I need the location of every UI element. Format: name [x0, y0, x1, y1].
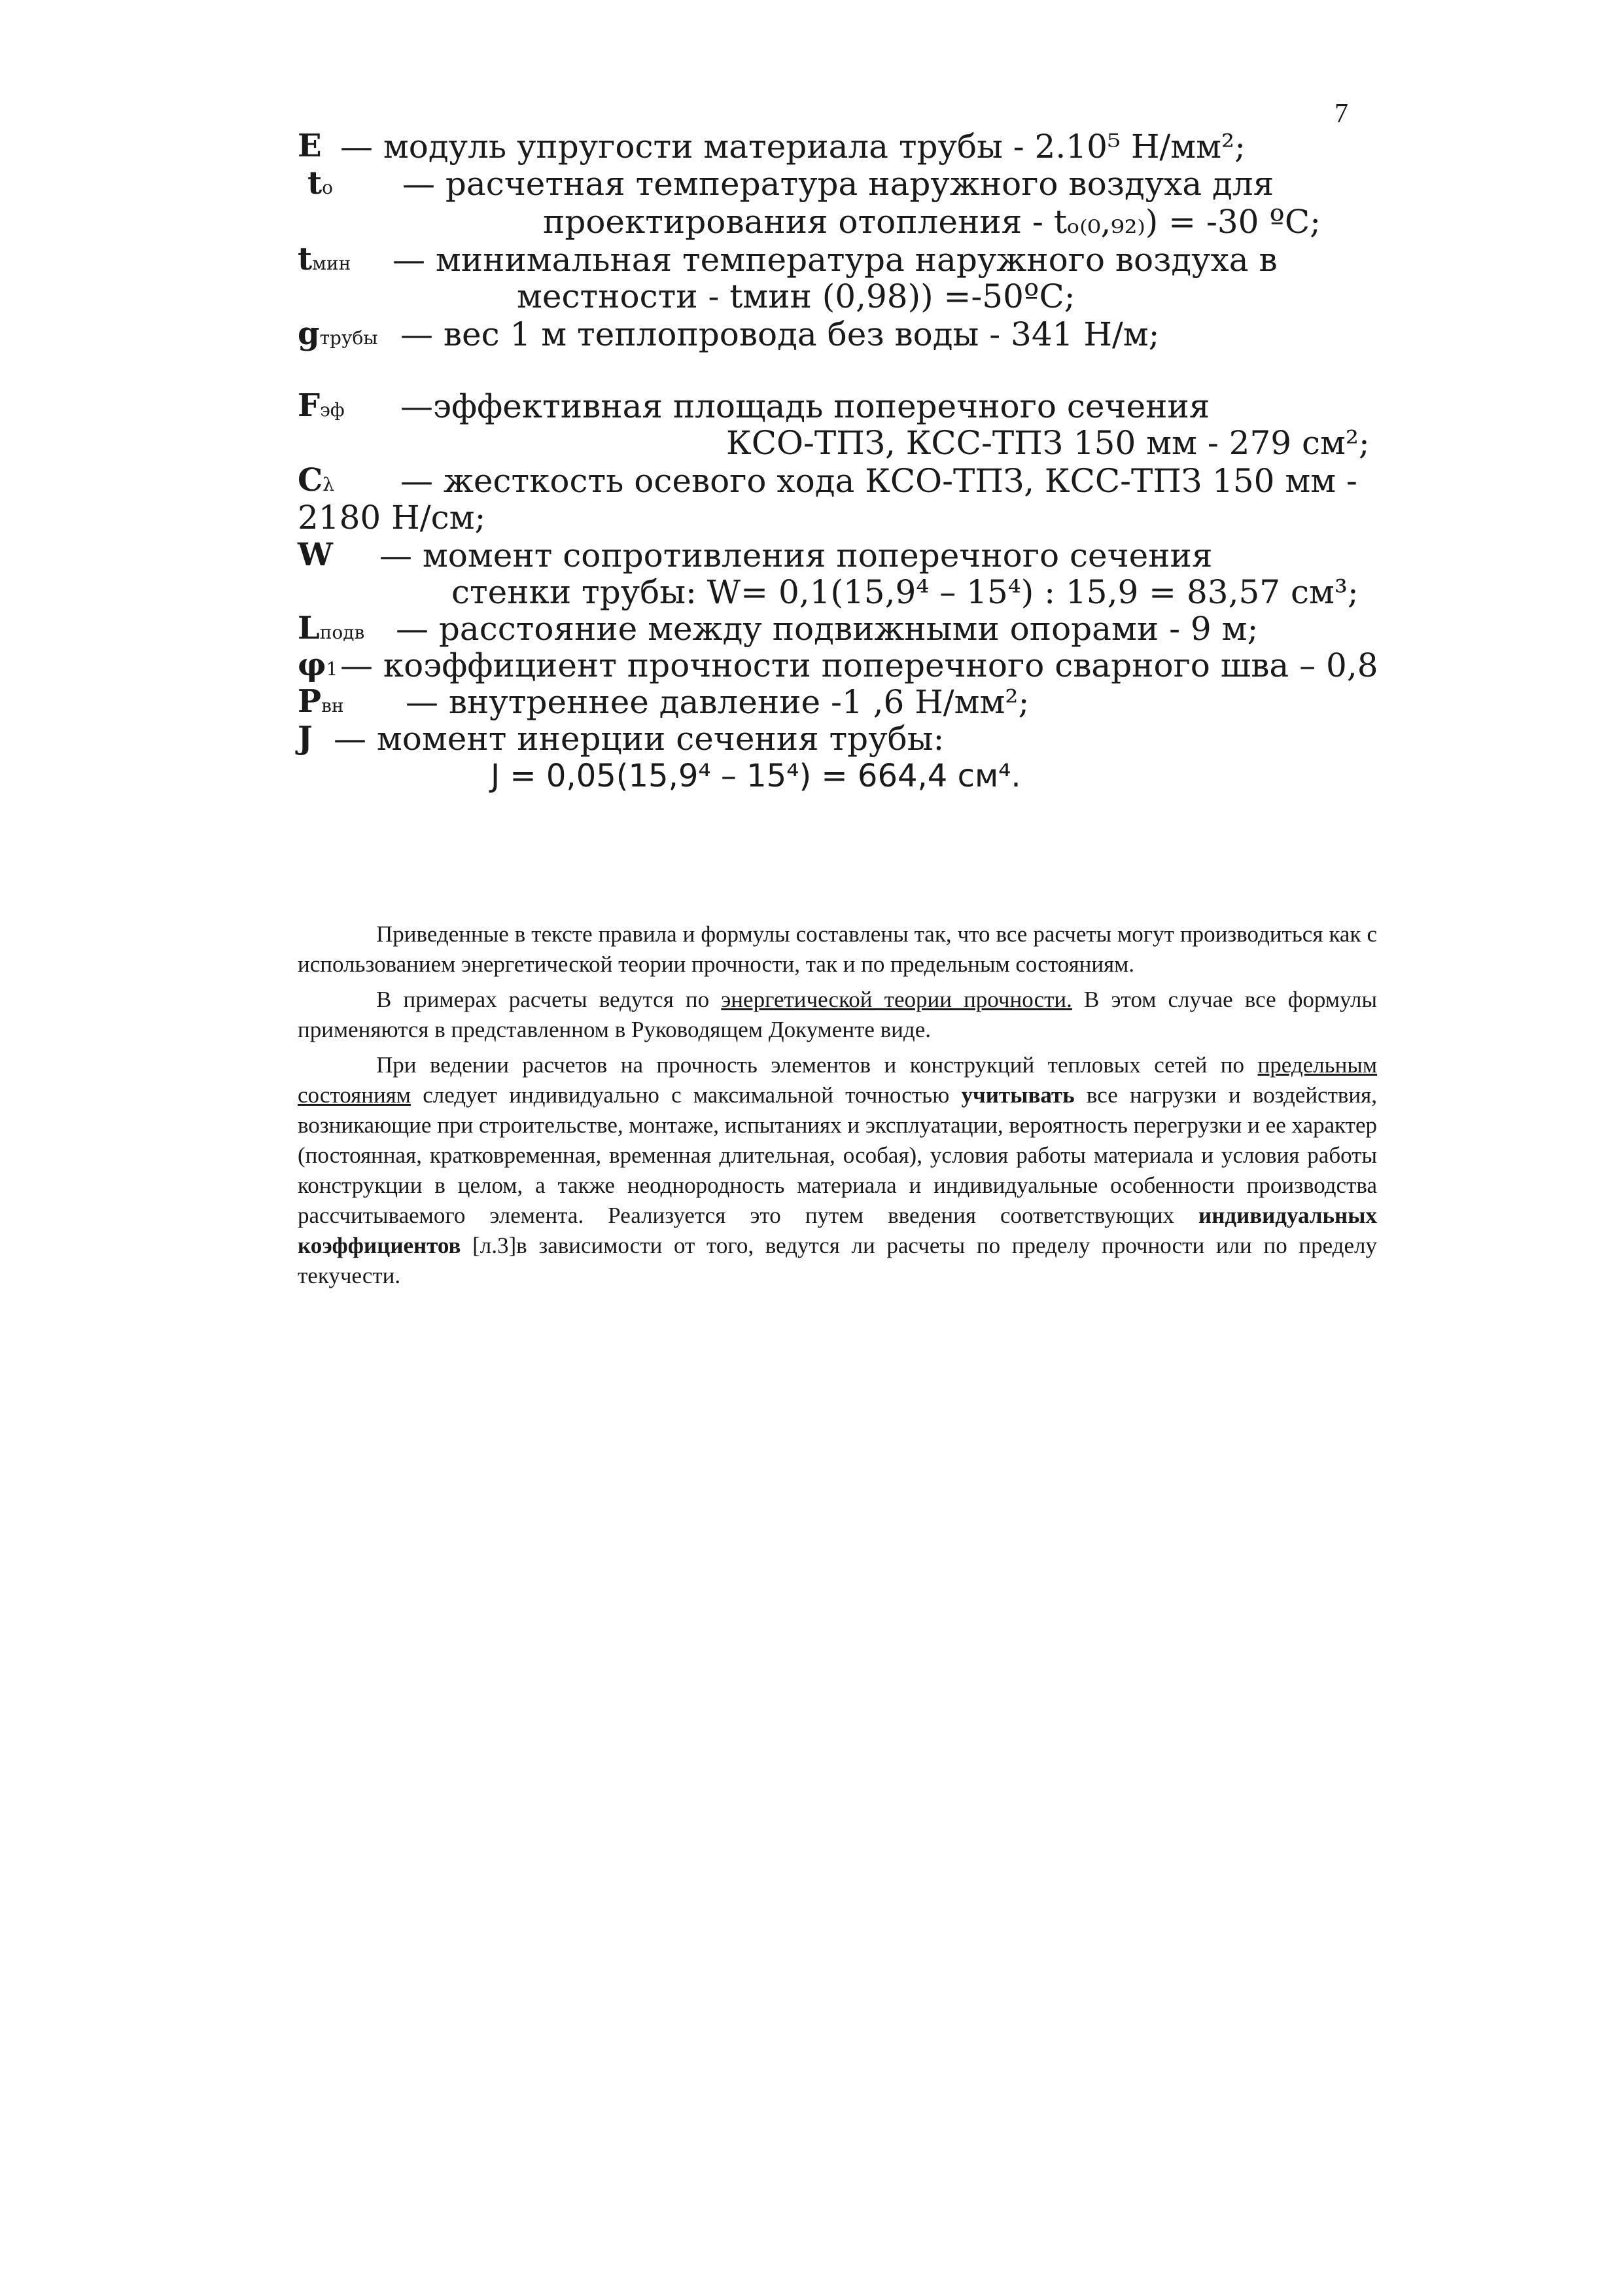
symbol-tmin: tмин — [298, 241, 351, 277]
def-w-line1: — момент сопротивления поперечного сечения — [379, 537, 1213, 574]
symbol-c: Cλ — [298, 462, 334, 499]
symbol-l: Lподв — [298, 610, 365, 646]
def-t0-line2: проектирования отопления - tₒ₍₀,₉₂₎) = -30 ºС; — [543, 203, 1321, 241]
def-phi-line1: — коэффициент прочности поперечного сварного шва – 0,8 — [340, 646, 1378, 684]
underlined-term: предельным состояниям — [298, 1052, 1377, 1108]
paragraph-3: При ведении расчетов на прочность элементов и конструкций тепловых сетей по предельным состояниям следует индивидуально с максимальной точностью учитывать все нагрузки и воздействия, возникающие при строительстве, монтаже, испытаниях и эксплуатации, вероятность перегрузки и ее характер (постоянная, кратковременная, временная длительная, особая), условия работы материала и условия работы конструкции в целом, а также неоднородность материала и индивидуальные особенности производства рассчитываемого элемента. Реализуется это путем введения соответствующих индивидуальных коэффициентов [л.3]в зависимости от того, ведутся ли расчеты по пределу прочности или по пределу текучести. — [298, 1052, 1377, 1288]
symbol-w: W — [298, 537, 333, 573]
bold-term: учитывать — [961, 1082, 1075, 1108]
def-f-line2: КСО-ТПЗ, КСС-ТПЗ 150 мм - 279 см²; — [726, 424, 1370, 462]
def-f-line1: —эффективная площадь поперечного сечения — [400, 387, 1210, 425]
def-p-line1: — внутреннее давление -1 ,6 Н/мм²; — [406, 683, 1030, 721]
def-j-line1: — момент инерции сечения трубы: — [334, 720, 945, 758]
symbol-f: Fэф — [298, 387, 345, 424]
symbol-p: Pвн — [298, 683, 344, 720]
def-e-line1: — модуль упругости материала трубы - 2.10⁵ Н/мм²; — [340, 128, 1246, 166]
def-j-formula: J = 0,05(15,9⁴ – 15⁴) = 664,4 см⁴. — [491, 758, 1021, 794]
page-number: 7 — [1335, 99, 1348, 129]
def-c-line1: — жесткость осевого хода КСО-ТПЗ, КСС-ТПЗ 150 мм - — [400, 462, 1357, 500]
def-t0-line1: — расчетная температура наружного воздуха для — [402, 165, 1274, 203]
def-g-line1: — вес 1 м теплопровода без воды - 341 Н/м; — [400, 315, 1160, 353]
def-l-line1: — расстояние между подвижными опорами - 9 м; — [396, 610, 1259, 648]
def-tmin-line1: — минимальная температура наружного воздуха в — [393, 241, 1278, 279]
body-text — [298, 919, 1377, 1296]
paragraph-1: Приведенные в тексте правила и формулы составлены так, что все расчеты могут производиться как с использованием энергетической теории прочности, так и по предельным состояниям. — [298, 921, 1377, 977]
paragraph-2: В примерах расчеты ведутся по энергетической теории прочности. В этом случае все формулы применяются в представленном в Руководящем Документе виде. — [298, 987, 1377, 1042]
bold-term: индивидуальных коэффициентов — [298, 1203, 1377, 1258]
def-c-line2: 2180 Н/см; — [298, 499, 486, 537]
def-tmin-line2: местности - tмин (0,98)) =-50ºС; — [517, 277, 1075, 315]
symbol-phi: φ1 — [298, 646, 338, 683]
symbol-g: gтрубы — [298, 315, 378, 352]
symbol-j: J — [298, 720, 313, 756]
def-w-line2: стенки трубы: W= 0,1(15,9⁴ – 15⁴) : 15,9 = 83,57 см³; — [451, 573, 1359, 611]
symbol-e: E — [298, 128, 322, 164]
underlined-term: энергетической теории прочности. — [721, 987, 1072, 1012]
symbol-t0: to — [307, 165, 334, 202]
